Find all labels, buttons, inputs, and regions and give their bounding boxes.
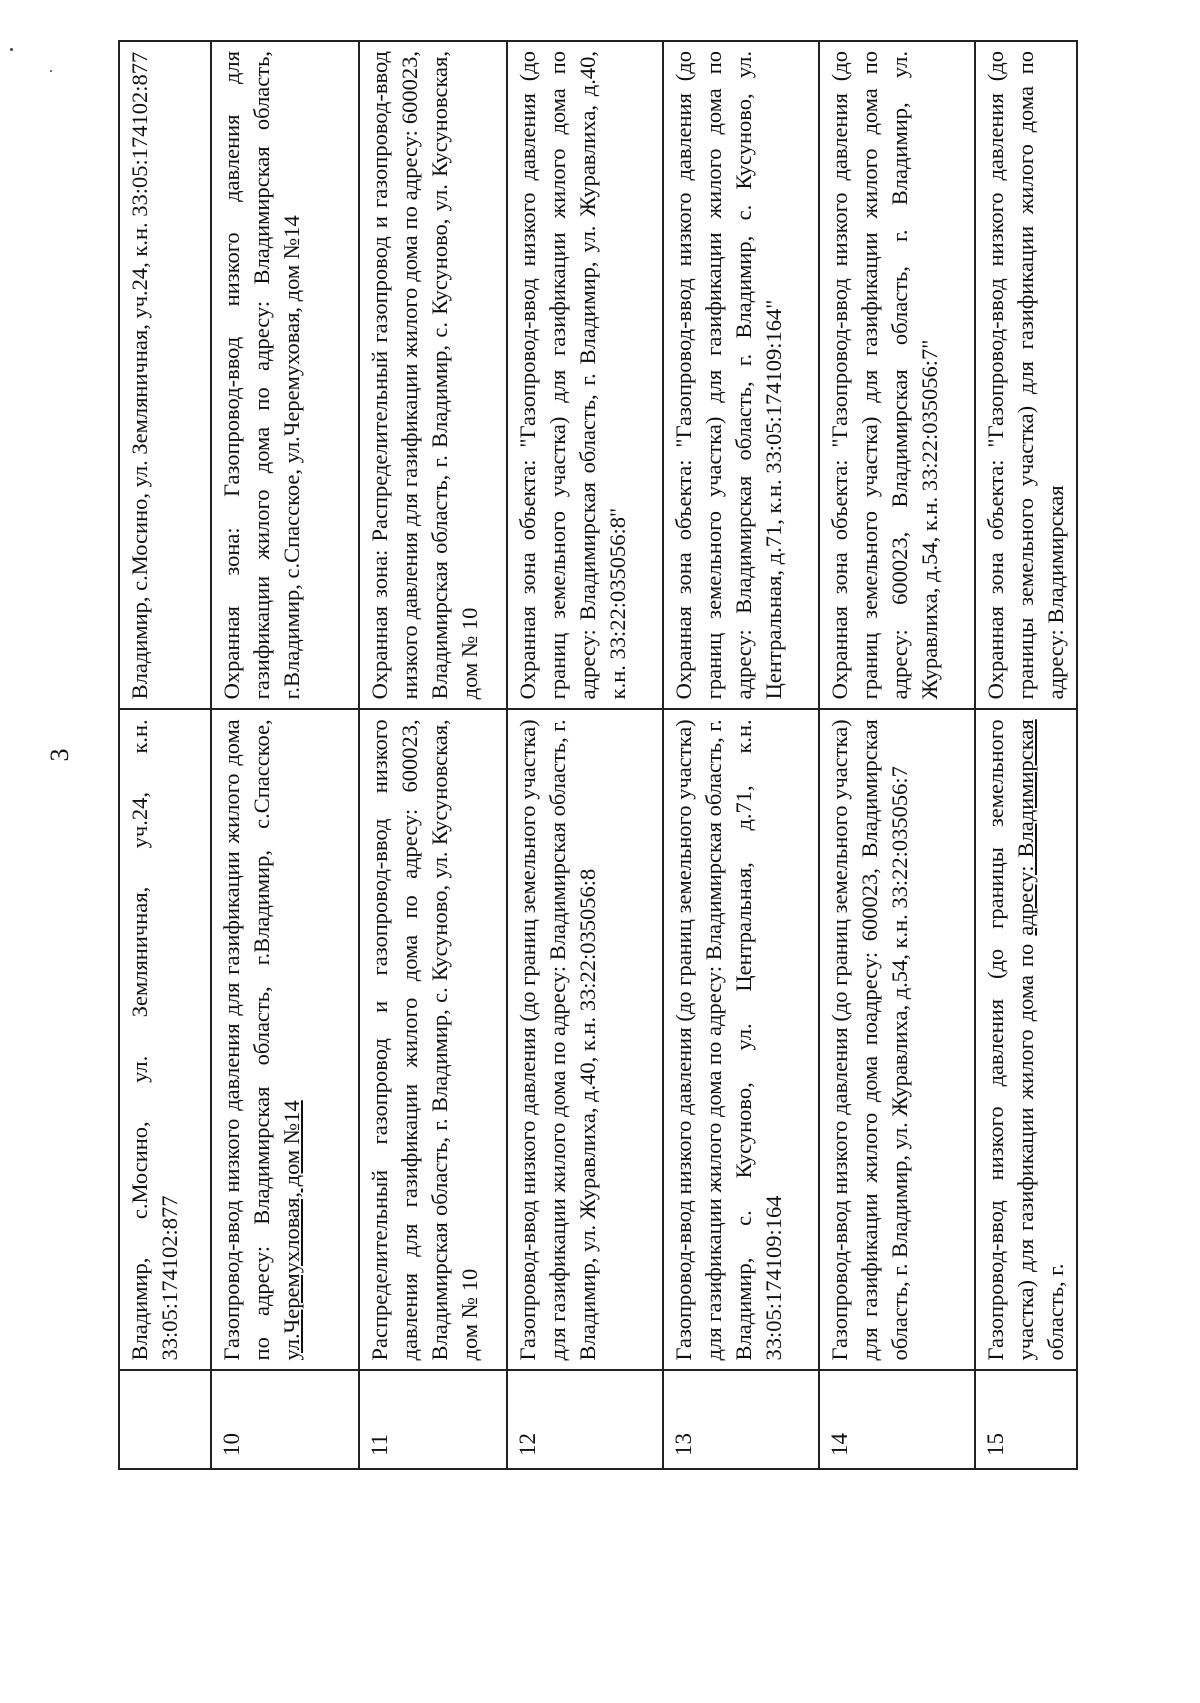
object-description: Газопровод-ввод низкого давления (до границ земельного участка) для газификации жилого дома по адресу: Владимирская область, г. Владимир, ул. Журавлиха, д.40, к.н. 33:22:035056:8 [507,709,663,1370]
protection-zone: Охранная зона объекта: "Газопровод-ввод низкого давления (до границы земельного участка) для газификации жилого дома по адресу: Владимирская [975,41,1077,709]
protection-zone: Охранная зона: Распределительный газопровод и газопровод-ввод низкого давления для газификации жилого дома по адресу: 600023, Владимирская область, г. Владимир, с. Кусуново, ул. Кусуновская, дом № 10 [359,41,507,709]
table-row [119,41,211,1469]
description-text: Газопровод-ввод низкого давления для газификации жилого дома по адресу: Владимирская область, г.Владимир, с.Спасское, [219,719,274,1361]
table-row [211,41,359,1469]
description-underlined-text: адресу: Владимирская [1013,719,1038,936]
object-description: Газопровод-ввод низкого давления (до границ земельного участка) для газификации жилого дома поадресу: 600023, Владимирская область, г. Владимир, ул. Журавлиха, д.54, к.н. 33:22:035056:7 [819,709,975,1370]
row-number: 15 [975,1370,1077,1469]
scan-speck [50,70,52,72]
row-number: 11 [359,1370,507,1469]
objects-table [118,40,1078,1470]
description-underlined-text: ул.Черемухловая, дом №14 [279,1100,304,1361]
row-number: 12 [507,1370,663,1469]
protection-zone: Охранная зона объекта: "Газопровод-ввод низкого давления (до границ земельного участка) для газификации жилого дома по адресу: 600023, Владимирская область, г. Владимир, ул. Журавлиха, д.54, к.н. 33:22:035056:7" [819,41,975,709]
protection-zone: Владимир, с.Мосино, ул. Земляничная, уч.24, к.н. 33:05:174102:877 [119,41,211,709]
protection-zone: Охранная зона объекта: "Газопровод-ввод низкого давления (до границ земельного участка) для газификации жилого дома по адресу: Владимирская область, г. Владимир, с. Кусуново, ул. Центральная, д.71, к.н. 33:05:174109:164" [663,41,819,709]
row-number: 13 [663,1370,819,1469]
object-description [211,709,359,1370]
object-description [975,709,1077,1370]
object-description: Распределительный газопровод и газопровод-ввод низкого давления для газификации жилого дома по адресу: 600023, Владимирская область, г. Владимир, с. Кусуново, ул. Кусуновская, дом № 10 [359,709,507,1370]
row-number: 14 [819,1370,975,1469]
description-text-after: область, г. [1043,1263,1068,1361]
scan-speck [10,48,13,51]
object-description: Владимир, с.Мосино, ул. Земляничная, уч.24, к.н. 33:05:174102:877 [119,709,211,1370]
table-row [975,41,1077,1469]
table-row [507,41,663,1469]
protection-zone: Охранная зона: Газопровод-ввод низкого давления для газификации жилого дома по адресу: Владимирская область, г.Владимир, с.Спасское, ул.Черемуховая, дом №14 [211,41,359,709]
object-description: Газопровод-ввод низкого давления (до границ земельного участка) для газификации жилого дома по адресу: Владимирская область, г. Владимир, с. Кусуново, ул. Центральная, д.71, к.н. 33:05:174109:164 [663,709,819,1370]
table-row [359,41,507,1469]
row-number [119,1370,211,1469]
description-text: Газопровод-ввод низкого давления (до границы земельного участка) для газификации жилого дома по [983,719,1038,1361]
page-number: 3 [45,748,74,762]
rotated-page [45,40,1078,1470]
table-row [819,41,975,1469]
table-row [663,41,819,1469]
protection-zone: Охранная зона объекта: "Газопровод-ввод низкого давления (до границ земельного участка) для газификации жилого дома по адресу: Владимирская область, г. Владимир, ул. Журавлиха, д.40, к.н. 33:22:035056:8" [507,41,663,709]
row-number: 10 [211,1370,359,1469]
